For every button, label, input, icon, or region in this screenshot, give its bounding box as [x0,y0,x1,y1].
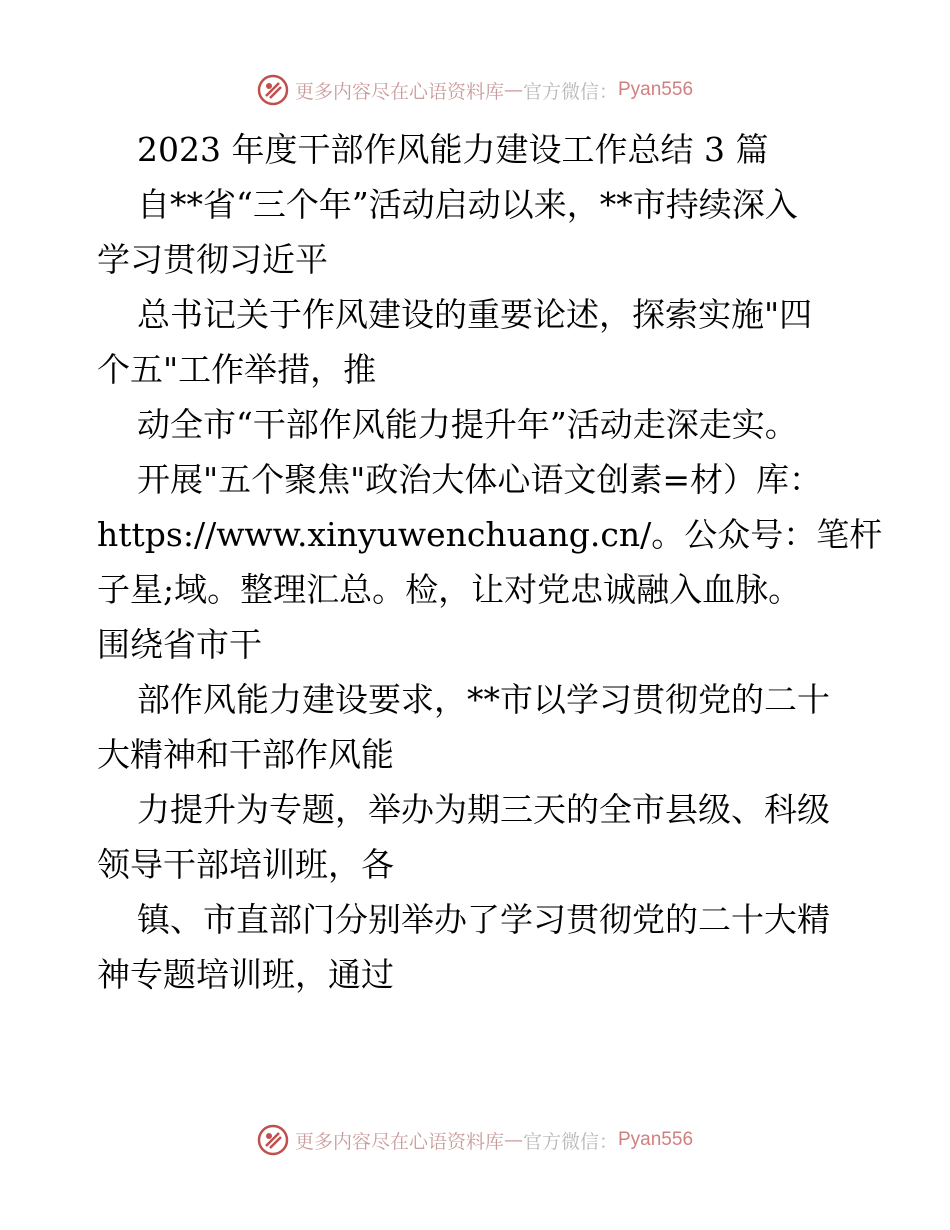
paragraph-line: 自**省“三个年”活动启动以来，**市持续深入 [137,185,798,224]
wechat-label: 官方微信： [522,80,618,103]
watermark-dash: — [503,79,523,101]
watermark-text: 更多内容尽在心语资料库 [294,80,504,103]
paragraph-line: 部作风能力建设要求，**市以学习贯彻党的二十 [137,680,830,719]
paragraph-line: 动全市“干部作风能力提升年”活动走深走实。 [137,405,798,444]
watermark-dash: — [503,1129,523,1151]
paragraph-line: 总书记关于作风建设的重要论述，探索实施"四 [137,295,813,334]
paragraph-line: 大精神和干部作风能 [97,735,394,774]
wechat-id: Pyan556 [618,1129,694,1150]
wechat-id: Pyan556 [618,79,694,100]
paragraph-line: 力提升为专题，举办为期三天的全市县级、科级 [137,790,830,829]
paragraph-line: 学习贯彻习近平 [97,240,328,279]
paragraph-line: 个五"工作举措，推 [97,350,377,389]
paragraph-line: 镇、市直部门分别举办了学习贯彻党的二十大精 [137,900,830,939]
header-watermark [0,70,950,110]
seal-logo-icon [257,74,289,106]
document-body [97,122,883,1002]
watermark-text: 更多内容尽在心语资料库 [294,1130,504,1153]
paragraph-line: 开展"五个聚焦"政治大体心语文创素=材）库： [137,460,823,499]
paragraph-line: 子星;域。整理汇总。检，让对党忠诚融入血脉。 [97,570,802,609]
paragraph-line: https://www.xinyuwenchuang.cn/。公众号：笔杆 [97,515,883,554]
document-title: 2023 年度干部作风能力建设工作总结 3 篇 [137,130,769,169]
wechat-label: 官方微信： [522,1130,618,1153]
seal-logo-icon [257,1124,289,1156]
paragraph-line: 神专题培训班，通过 [97,955,394,994]
footer-watermark [0,1120,950,1160]
paragraph-line: 领导干部培训班，各 [97,845,394,884]
paragraph-line: 围绕省市干 [97,625,262,664]
